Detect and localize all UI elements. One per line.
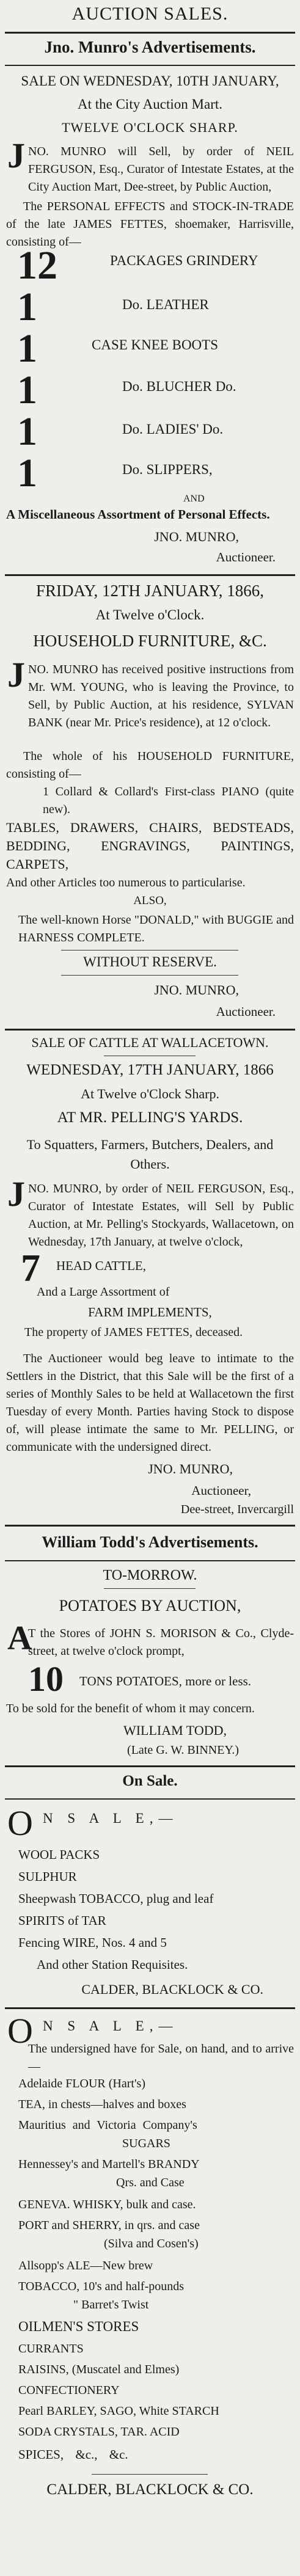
sale2-time: At Twelve o'Clock. (95, 607, 205, 622)
numerous: And other Articles too numerous to particularise. (6, 876, 246, 889)
dropcap: A (7, 1619, 32, 1657)
lot-item: Do. SLIPPERS, (122, 462, 213, 477)
munro-ads-heading: Jno. Munro's Advertisements. (44, 38, 256, 56)
divider (5, 65, 295, 66)
lot-item: PACKAGES GRINDERY (110, 253, 258, 268)
horse: The well-known Horse "DONALD," with BUGGIE and HARNESS COMPLETE. (18, 913, 294, 944)
misc-effects: A Miscellaneous Assortment of Personal Effects. (6, 507, 270, 522)
sale3-intro: NO. MUNRO, by order of NEIL FERGUSON, Esq., Curator of Intestate Estates, will Sell by Public Auction, at Mr. Pelling's Stockyards, Wallacetown, on Wednesday, 17th January, at twelve o'clock, (28, 1182, 294, 1249)
sale3-sign-addr: Dee-street, Invercargill (180, 1503, 294, 1516)
ad2-item: Hennessey's and Martell's BRANDY (18, 2158, 200, 2171)
sale2-date: FRIDAY, 12TH JANUARY, 1866, (35, 582, 265, 600)
sale1-time: TWELVE O'CLOCK SHARP. (62, 120, 238, 135)
sale2-title: HOUSEHOLD FURNITURE, &C. (33, 632, 267, 650)
sale3-sign: JNO. MUNRO, (148, 1461, 233, 1476)
sale2-sign: JNO. MUNRO, (154, 982, 239, 998)
sale1-desc: The PERSONAL EFFECTS and STOCK-IN-TRADE of the late JAMES FETTES, shoemaker, Harrisville, consisting of— (6, 200, 294, 249)
sale3-time: At Twelve o'Clock Sharp. (81, 1086, 219, 1101)
and-label: AND (183, 494, 205, 504)
sale2-desc: The whole of his HOUSEHOLD FURNITURE, consisting of— (6, 750, 294, 781)
sale1-venue: At the City Auction Mart. (77, 97, 222, 112)
dropcap: J (7, 1174, 25, 1214)
sale3-date: WEDNESDAY, 17TH JANUARY, 1866 (26, 1062, 274, 1078)
tons-qty: 10 (28, 1659, 64, 1699)
farm-implements: FARM IMPLEMENTS, (88, 1305, 212, 1319)
todd-sign: WILLIAM TODD, (123, 1723, 227, 1738)
divider (5, 1765, 295, 1767)
ad2-item: " Barret's Twist (73, 2298, 149, 2311)
sale2-intro: NO. MUNRO has received positive instructions from Mr. WM. YOUNG, who is leaving the Province, to Sell, by Public Auction, at his residence, SYLVAN BANK (near Mr. Price's residence), at 12 o'clock. (28, 663, 294, 729)
lot-item: Do. LEATHER (122, 297, 209, 312)
lot-item: CASE KNEE BOOTS (92, 337, 219, 352)
divider (5, 2007, 295, 2009)
on-sale-heading: On Sale. (122, 1773, 178, 1789)
ad2-item: Pearl BARLEY, SAGO, White STARCH (18, 2404, 219, 2418)
sale1-sign: JNO. MUNRO, (154, 529, 239, 544)
divider (5, 574, 295, 576)
divider (5, 1029, 295, 1031)
ad1-item: Fencing WIRE, Nos. 4 and 5 (18, 1935, 167, 1950)
sale1-date: SALE ON WEDNESDAY, 10TH JANUARY, (21, 73, 279, 89)
sale3-note: The Auctioneer would beg leave to intimate to the Settlers in the District, that this Sale will be the first of a series of Monthly Sales to be held at Wallacetown the first Tuesday of every Month. Parties having Stock to dispose of, will please intimate the same to Mr. PELLING, or communicate with the undersigned direct. (6, 1352, 294, 1454)
ad2-item: OILMEN'S STORES (18, 2319, 139, 2334)
cattle: HEAD CATTLE, (56, 1258, 146, 1273)
cattle-qty: 7 (21, 1246, 40, 1290)
furniture-items: TABLES, DRAWERS, CHAIRS, BEDSTEADS, BEDDING, ENGRAVINGS, PAINTINGS, CARPETS, (6, 820, 294, 872)
dropcap: O (7, 1803, 33, 1843)
ad1-item: WOOL PACKS (18, 1847, 100, 1862)
lot-item: Do. BLUCHER Do. (122, 379, 236, 394)
todd-intro: T the Stores of JOHN S. MORISON & Co., Clyde-street, at twelve o'clock prompt, (28, 1627, 294, 1658)
ad2-item: SPICES, &c., &c. (18, 2447, 128, 2462)
property: The property of JAMES FETTES, deceased. (24, 1326, 243, 1339)
ad2-item: Qrs. and Case (116, 2176, 185, 2189)
piano: 1 Collard & Collard's First-class PIANO (quite new). (43, 785, 294, 816)
divider (5, 1525, 295, 1527)
auction-sales-title: AUCTION SALES. (71, 4, 229, 24)
dropcap: O (7, 2011, 33, 2051)
lot-qty: 12 (17, 243, 57, 288)
assortment: And a Large Assortment of (37, 1285, 170, 1299)
ad2-item: SODA CRYSTALS, TAR. ACID (18, 2425, 180, 2439)
ad2-item: CONFECTIONERY (18, 2384, 120, 2397)
lot-item: Do. LADIES' Do. (122, 421, 224, 437)
divider (5, 1798, 295, 1800)
tomorrow: TO-MORROW. (103, 1567, 197, 1583)
sale3-sign-role: Auctioneer, (191, 1483, 251, 1498)
lot-qty: 1 (17, 368, 37, 412)
potatoes-title: POTATOES BY AUCTION, (59, 1597, 241, 1615)
lot-qty: 1 (17, 326, 37, 371)
on-sale-line: N S A L E,— (43, 2018, 178, 2034)
lot-qty: 1 (17, 285, 37, 329)
sale1-intro: NO. MUNRO will Sell, by order of NEIL FERGUSON, Esq., Curator of Intestate Estates, at the City Auction Mart, Dee-street, by Public Auction, (28, 145, 294, 194)
tons: TONS POTATOES, more or less. (79, 1674, 252, 1688)
benefit: To be sold for the benefit of whom it may concern. (6, 1702, 255, 1715)
ad1-item: And other Station Requisites. (37, 1957, 188, 1972)
divider (5, 32, 295, 34)
divider (5, 1560, 295, 1561)
ad2-sign: CALDER, BLACKLOCK & CO. (46, 2481, 254, 2498)
sale1-sign-role: Auctioneer. (216, 550, 276, 564)
divider (104, 1588, 196, 1589)
ad2-item: CURRANTS (18, 2342, 84, 2355)
ad2-item: GENEVA. WHISKY, bulk and case. (18, 2198, 196, 2211)
ad2-item: Allsopp's ALE—New brew (18, 2259, 153, 2272)
sale3-to: To Squatters, Farmers, Butchers, Dealers, and Others. (26, 1137, 274, 1172)
todd-heading: William Todd's Advertisements. (42, 1533, 258, 1551)
ad2-item: Adelaide FLOUR (Hart's) (18, 2077, 145, 2090)
ad2-item: Mauritius and Victoria Company's (18, 2118, 197, 2132)
sale2-sign-role: Auctioneer. (216, 1004, 276, 1019)
ad2-item: RAISINS, (Muscatel and Elmes) (18, 2363, 180, 2376)
on-sale-line: N S A L E,— (43, 1811, 178, 1826)
ad2-item: PORT and SHERRY, in qrs. and case (18, 2219, 200, 2232)
ad1-item: SPIRITS of TAR (18, 1913, 106, 1928)
ad2-intro: The undersigned have for Sale, on hand, and to arrive— (28, 2042, 294, 2073)
ad2-item: SUGARS (122, 2137, 170, 2150)
divider (61, 975, 238, 976)
ad1-item: SULPHUR (18, 1869, 77, 1884)
dropcap: J (7, 136, 25, 175)
ad2-item: TEA, in chests—halves and boxes (18, 2098, 186, 2111)
dropcap: J (7, 655, 25, 695)
divider (92, 2474, 208, 2475)
sale3-yards: AT MR. PELLING'S YARDS. (57, 1109, 243, 1126)
sale3-heading: SALE OF CATTLE AT WALLACETOWN. (31, 1035, 269, 1050)
lot-qty: 1 (17, 451, 37, 495)
ad2-item: (Silva and Cosen's) (104, 2237, 199, 2250)
without-reserve: WITHOUT RESERVE. (83, 954, 217, 969)
lot-qty: 1 (17, 409, 37, 454)
todd-late: (Late G. W. BINNEY.) (127, 1743, 239, 1757)
ad2-item: TOBACCO, 10's and half-pounds (18, 2280, 185, 2293)
ad1-sign: CALDER, BLACKLOCK & CO. (81, 1982, 263, 1997)
also: ALSO, (133, 894, 167, 907)
ad1-item: Sheepwash TOBACCO, plug and leaf (18, 1891, 214, 1906)
